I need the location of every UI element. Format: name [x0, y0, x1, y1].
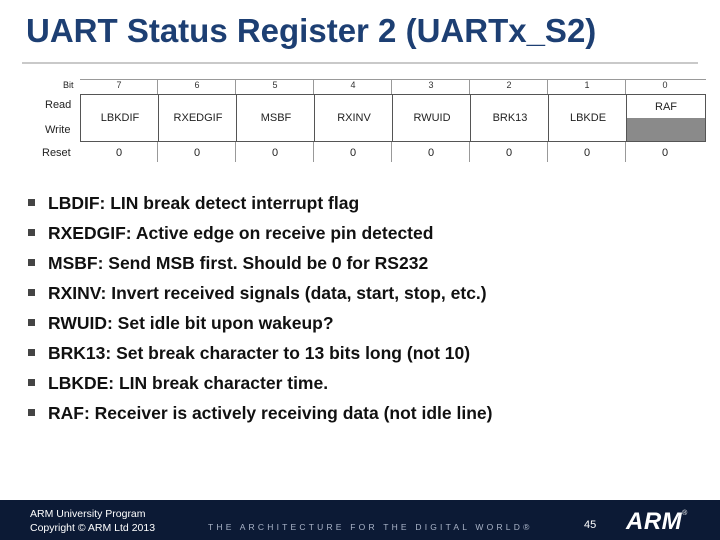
bullet-text: LBKDE: LIN break character time. [48, 373, 329, 393]
register-field: LBKDE [569, 112, 607, 124]
reset-value: 0 [505, 147, 513, 159]
field-divider [626, 95, 627, 141]
field-description-list [22, 188, 492, 428]
field-divider [314, 95, 315, 141]
bit-column-tick [235, 79, 236, 94]
row-label-write: Write [45, 124, 71, 136]
bit-number: 5 [272, 80, 278, 90]
row-label-bit: Bit [63, 80, 74, 90]
square-bullet-icon [28, 409, 35, 416]
register-field: BRK13 [492, 112, 528, 124]
footer-tagline: THE ARCHITECTURE FOR THE DIGITAL WORLD® [208, 522, 533, 532]
bullet-item [22, 308, 492, 338]
arm-logo-mark: ® [682, 510, 688, 517]
square-bullet-icon [28, 199, 35, 206]
square-bullet-icon [28, 259, 35, 266]
reset-column-tick [547, 142, 548, 162]
reset-column-tick [235, 142, 236, 162]
bit-column-tick [547, 79, 548, 94]
bit-column-tick [391, 79, 392, 94]
bullet-text: LBDIF: LIN break detect interrupt flag [48, 193, 360, 213]
bullet-text: RXINV: Invert received signals (data, start, stop, etc.) [48, 283, 487, 303]
footer-credits [30, 507, 155, 535]
arm-logo [626, 508, 688, 536]
bullet-text: BRK13: Set break character to 13 bits long (not 10) [48, 343, 471, 363]
square-bullet-icon [28, 379, 35, 386]
reset-column-tick [157, 142, 158, 162]
bit-number: 3 [428, 80, 434, 90]
bullet-item [22, 368, 492, 398]
row-label-reset: Reset [42, 147, 71, 159]
reset-value: 0 [661, 147, 669, 159]
register-field: RXINV [337, 112, 371, 124]
page-number: 45 [584, 519, 597, 531]
square-bullet-icon [28, 229, 35, 236]
square-bullet-icon [28, 319, 35, 326]
bit-column-tick [157, 79, 158, 94]
bit-number: 6 [194, 80, 200, 90]
reset-value: 0 [427, 147, 435, 159]
bit-number: 1 [584, 80, 590, 90]
square-bullet-icon [28, 289, 35, 296]
bullet-text: RWUID: Set idle bit upon wakeup? [48, 313, 334, 333]
bit-column-tick [625, 79, 626, 94]
bit-number: 7 [116, 80, 122, 90]
bullet-item [22, 398, 492, 428]
reset-column-tick [625, 142, 626, 162]
reset-value: 0 [349, 147, 357, 159]
bullet-item [22, 188, 492, 218]
bullet-text: MSBF: Send MSB first. Should be 0 for RS232 [48, 253, 429, 273]
arm-logo-text: ARM [626, 508, 683, 535]
slide-title: UART Status Register 2 (UARTx_S2) [26, 12, 597, 49]
footer-bar [0, 500, 720, 540]
bullet-text: RAF: Receiver is actively receiving data (not idle line) [48, 403, 493, 423]
register-field [627, 95, 705, 141]
field-divider [158, 95, 159, 141]
bullet-item [22, 218, 492, 248]
field-divider [236, 95, 237, 141]
reset-value: 0 [583, 147, 591, 159]
footer-program: ARM University Program [30, 508, 146, 520]
bullet-item [22, 278, 492, 308]
field-divider [392, 95, 393, 141]
register-field: RXEDGIF [173, 112, 223, 124]
reset-column-tick [469, 142, 470, 162]
register-diagram [0, 0, 720, 170]
square-bullet-icon [28, 349, 35, 356]
row-label-read: Read [45, 99, 72, 111]
reset-value: 0 [193, 147, 201, 159]
write-disabled-shading [627, 118, 705, 141]
field-divider [470, 95, 471, 141]
field-name: RAF [655, 100, 677, 113]
bullet-text: RXEDGIF: Active edge on receive pin detected [48, 223, 434, 243]
bit-number: 0 [662, 80, 668, 90]
register-field: RWUID [413, 112, 451, 124]
field-divider [548, 95, 549, 141]
register-field: LBKDIF [100, 112, 140, 124]
bullet-item [22, 338, 492, 368]
bit-column-tick [313, 79, 314, 94]
register-field: MSBF [260, 112, 292, 124]
bit-number: 2 [506, 80, 512, 90]
bit-number: 4 [350, 80, 356, 90]
bullet-item [22, 248, 492, 278]
reset-column-tick [313, 142, 314, 162]
reset-column-tick [391, 142, 392, 162]
reset-value: 0 [115, 147, 123, 159]
bit-column-tick [469, 79, 470, 94]
register-fields-row [80, 94, 706, 142]
reset-value: 0 [271, 147, 279, 159]
footer-copyright: Copyright © ARM Ltd 2013 [30, 522, 156, 534]
